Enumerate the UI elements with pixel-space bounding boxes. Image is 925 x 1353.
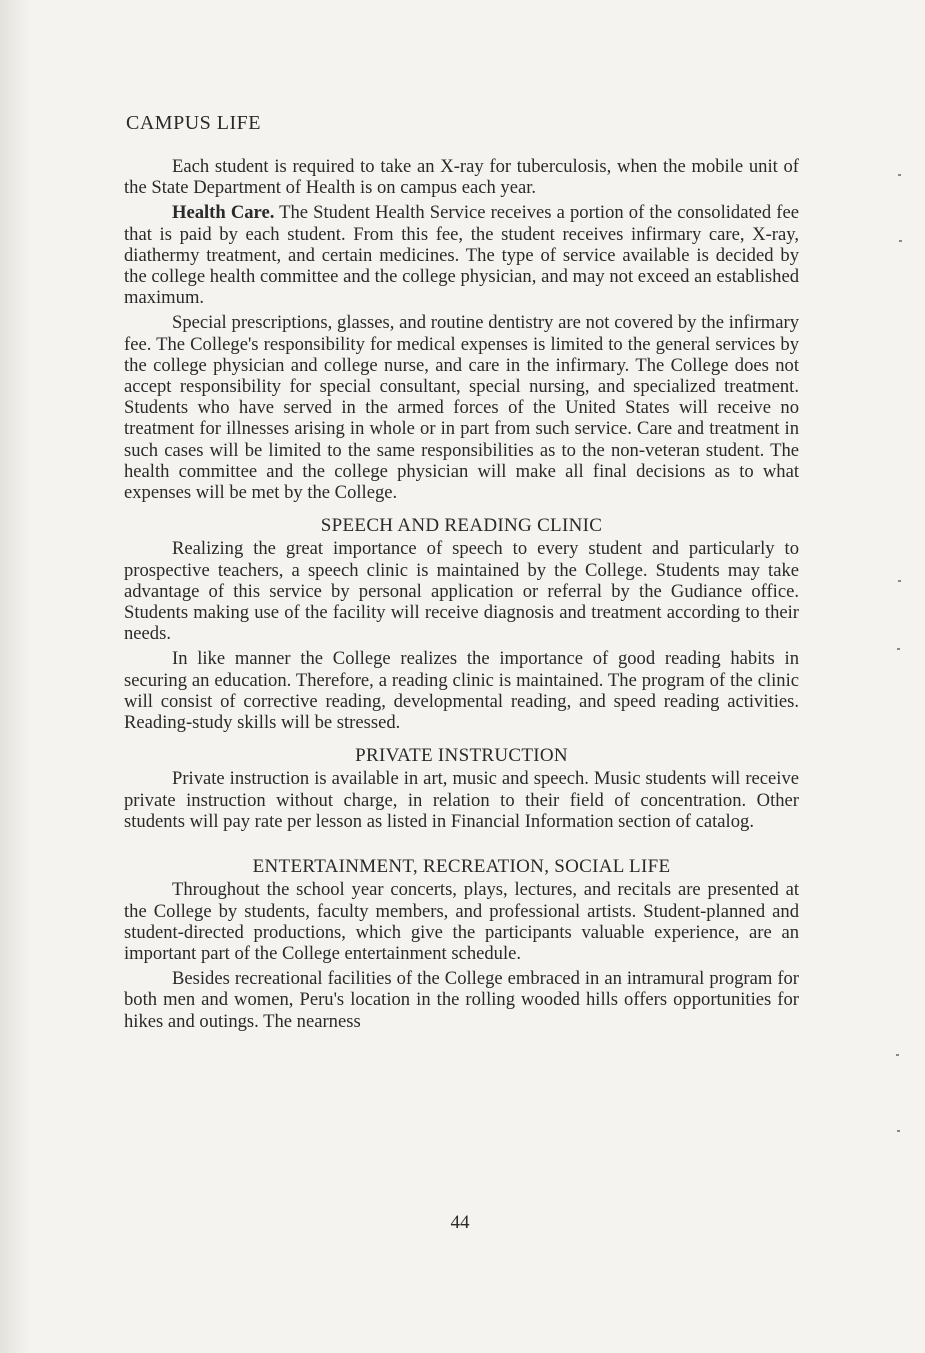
paragraph-speech-clinic: Realizing the great importance of speech to every student and particularly to prospective teachers, a speech clinic is maintained by the College. Students may take advantage of this service by personal application or referral by the Gudiance office. Students making use of the facility will receive diagnosis and treatment according to their needs. (124, 538, 799, 645)
paragraph-reading-clinic: In like manner the College realizes the importance of good reading habits in securing an education. Therefore, a reading clinic is maintained. The program of the clinic will consist of corrective reading, developmental reading, and speed reading activities. Reading-study skills will be stressed. (124, 648, 799, 734)
paragraph-private-instruction: Private instruction is available in art, music and speech. Music students will receive private instruction without charge, in relation to their field of concentration. Other students will pay rate per lesson as listed in Financial Information section of catalog. (124, 768, 799, 832)
section-heading-private-instruction: PRIVATE INSTRUCTION (355, 745, 568, 767)
running-head: CAMPUS LIFE (126, 112, 261, 134)
health-care-text: The Student Health Service receives a portion of the consolidated fee that is paid by each student. From this fee, the student receives infirmary care, X-ray, diathermy treatment, and certain medicines. The type of service available is decided by the college health committee and the college physician, and may not exceed an established maximum. (124, 202, 799, 309)
scan-speck (898, 580, 901, 582)
page-edge-shadow (0, 0, 30, 1353)
scan-speck (899, 240, 902, 242)
paragraph-health-care (124, 202, 799, 308)
paragraph-entertainment: Throughout the school year concerts, plays, lectures, and recitals are presented at the College by students, faculty members, and professional artists. Student-planned and student-directed productions, which give the participants valuable experience, are an important part of the College entertainment schedule. (124, 879, 799, 964)
scan-speck (896, 1054, 899, 1056)
paragraph-xray: Each student is required to take an X-ray for tuberculosis, when the mobile unit of the State Department of Health is on campus each year. (124, 156, 799, 199)
section-heading-entertainment: ENTERTAINMENT, RECREATION, SOCIAL LIFE (252, 856, 671, 878)
paragraph-special-prescriptions: Special prescriptions, glasses, and routine dentistry are not covered by the infirmary fee. The College's responsibility for medical expenses is limited to the general services by the college physician and college nurse, and care in the infirmary. The College does not accept responsibility for special consultant, special nursing, and specialized treatment. Students who have served in the armed forces of the United States will receive no treatment for illnesses arising in whole or in part from such service. Care and treatment in such cases will be limited to the same responsibilities as to the non-veteran student. The health committee and the college physician will make all final decisions as to what expenses will be met by the College. (124, 312, 799, 504)
paragraph-recreation: Besides recreational facilities of the College embraced in an intramural program for both men and women, Peru's location in the rolling wooded hills offers opportunities for hikes and outings. The nearness (124, 968, 799, 1032)
body-text (124, 156, 799, 1032)
page-number: 44 (450, 1212, 470, 1233)
health-care-runin-heading: Health Care. (172, 202, 275, 224)
scan-speck (898, 174, 901, 176)
scan-speck (897, 648, 900, 650)
scan-speck (897, 1130, 900, 1132)
section-heading-speech-clinic: SPEECH AND READING CLINIC (320, 515, 603, 537)
